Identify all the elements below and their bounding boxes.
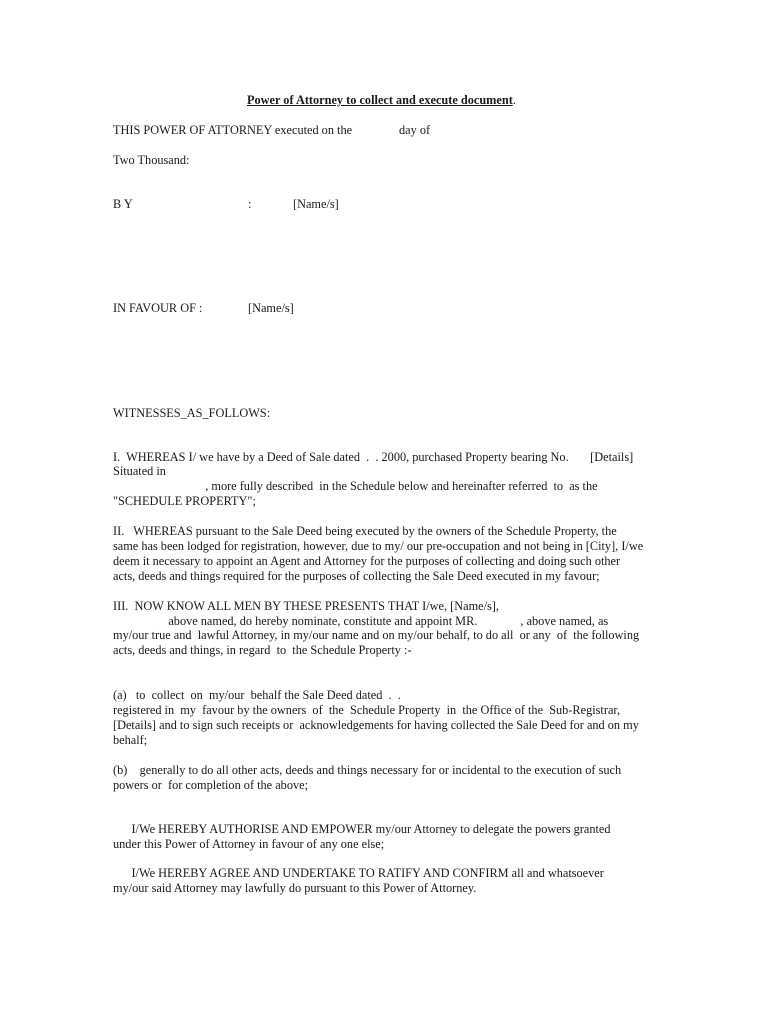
ratify-line-2: my/our said Attorney may lawfully do pursuant to this Power of Attorney. — [113, 881, 477, 895]
item-b-line-2: powers or for completion of the above; — [113, 778, 308, 792]
clause-1-line-4: "SCHEDULE PROPERTY"; — [113, 494, 256, 508]
item-a-line-4: behalf; — [113, 733, 148, 747]
document-title: Power of Attorney to collect and execute document — [247, 93, 513, 107]
ratify-line-1: I/We HEREBY AGREE AND UNDERTAKE TO RATIFY AND CONFIRM all and whatsoever — [113, 866, 604, 880]
clause-2-line-3: deem it necessary to appoint an Agent and Attorney for the purposes of collecting and doing such other — [113, 554, 621, 568]
clause-3-line-4: acts, deeds and things, in regard to the Schedule Property :- — [113, 643, 412, 657]
document-title-line — [247, 93, 516, 108]
clause-2-line-2: same has been lodged for registration, however, due to my/ our pre-occupation and not being in [City], I/we — [113, 539, 644, 553]
day-of-text: day of — [399, 123, 431, 137]
in-favour-label: IN FAVOUR OF : — [113, 301, 203, 315]
item-a-line-2: registered in my favour by the owners of the Schedule Property in the Office of the Sub-Registrar, — [113, 703, 621, 717]
year-text: Two Thousand: — [113, 153, 190, 167]
clause-3-line-3: my/our true and lawful Attorney, in my/our name and on my/our behalf, to do all or any of the following — [113, 628, 640, 642]
clause-3-line-2: above named, do hereby nominate, constitute and appoint MR. , above named, as — [113, 614, 609, 628]
executed-on-text: THIS POWER OF ATTORNEY executed on the — [113, 123, 353, 137]
by-colon: : — [248, 197, 252, 211]
clause-1-line-3: , more fully described in the Schedule below and hereinafter referred to as the — [113, 479, 598, 493]
item-a-line-1: (a) to collect on my/our behalf the Sale Deed dated . . — [113, 688, 401, 702]
clause-2-line-4: acts, deeds and things required for the purposes of collecting the Sale Deed executed in my favour; — [113, 569, 600, 583]
authorise-line-1: I/We HEREBY AUTHORISE AND EMPOWER my/our Attorney to delegate the powers granted — [113, 822, 611, 836]
title-period: . — [512, 93, 516, 107]
clause-1-line-2: Situated in — [113, 464, 166, 478]
by-name-placeholder: [Name/s] — [293, 197, 339, 211]
item-a-line-3: [Details] and to sign such receipts or acknowledgements for having collected the Sale Deed for and on my — [113, 718, 639, 732]
authorise-line-2: under this Power of Attorney in favour of any one else; — [113, 837, 385, 851]
clause-2-line-1: II. WHEREAS pursuant to the Sale Deed being executed by the owners of the Schedule Property, the — [113, 524, 617, 538]
witnesses-heading: WITNESSES_AS_FOLLOWS: — [113, 406, 271, 420]
item-b-line-1: (b) generally to do all other acts, deeds and things necessary for or incidental to the execution of such — [113, 763, 622, 777]
in-favour-name-placeholder: [Name/s] — [248, 301, 294, 315]
clause-1-line-1: I. WHEREAS I/ we have by a Deed of Sale dated . . 2000, purchased Property bearing No. [Details] — [113, 450, 634, 464]
by-label: B Y — [113, 197, 133, 211]
clause-3-line-1: III. NOW KNOW ALL MEN BY THESE PRESENTS THAT I/we, [Name/s], — [113, 599, 499, 613]
